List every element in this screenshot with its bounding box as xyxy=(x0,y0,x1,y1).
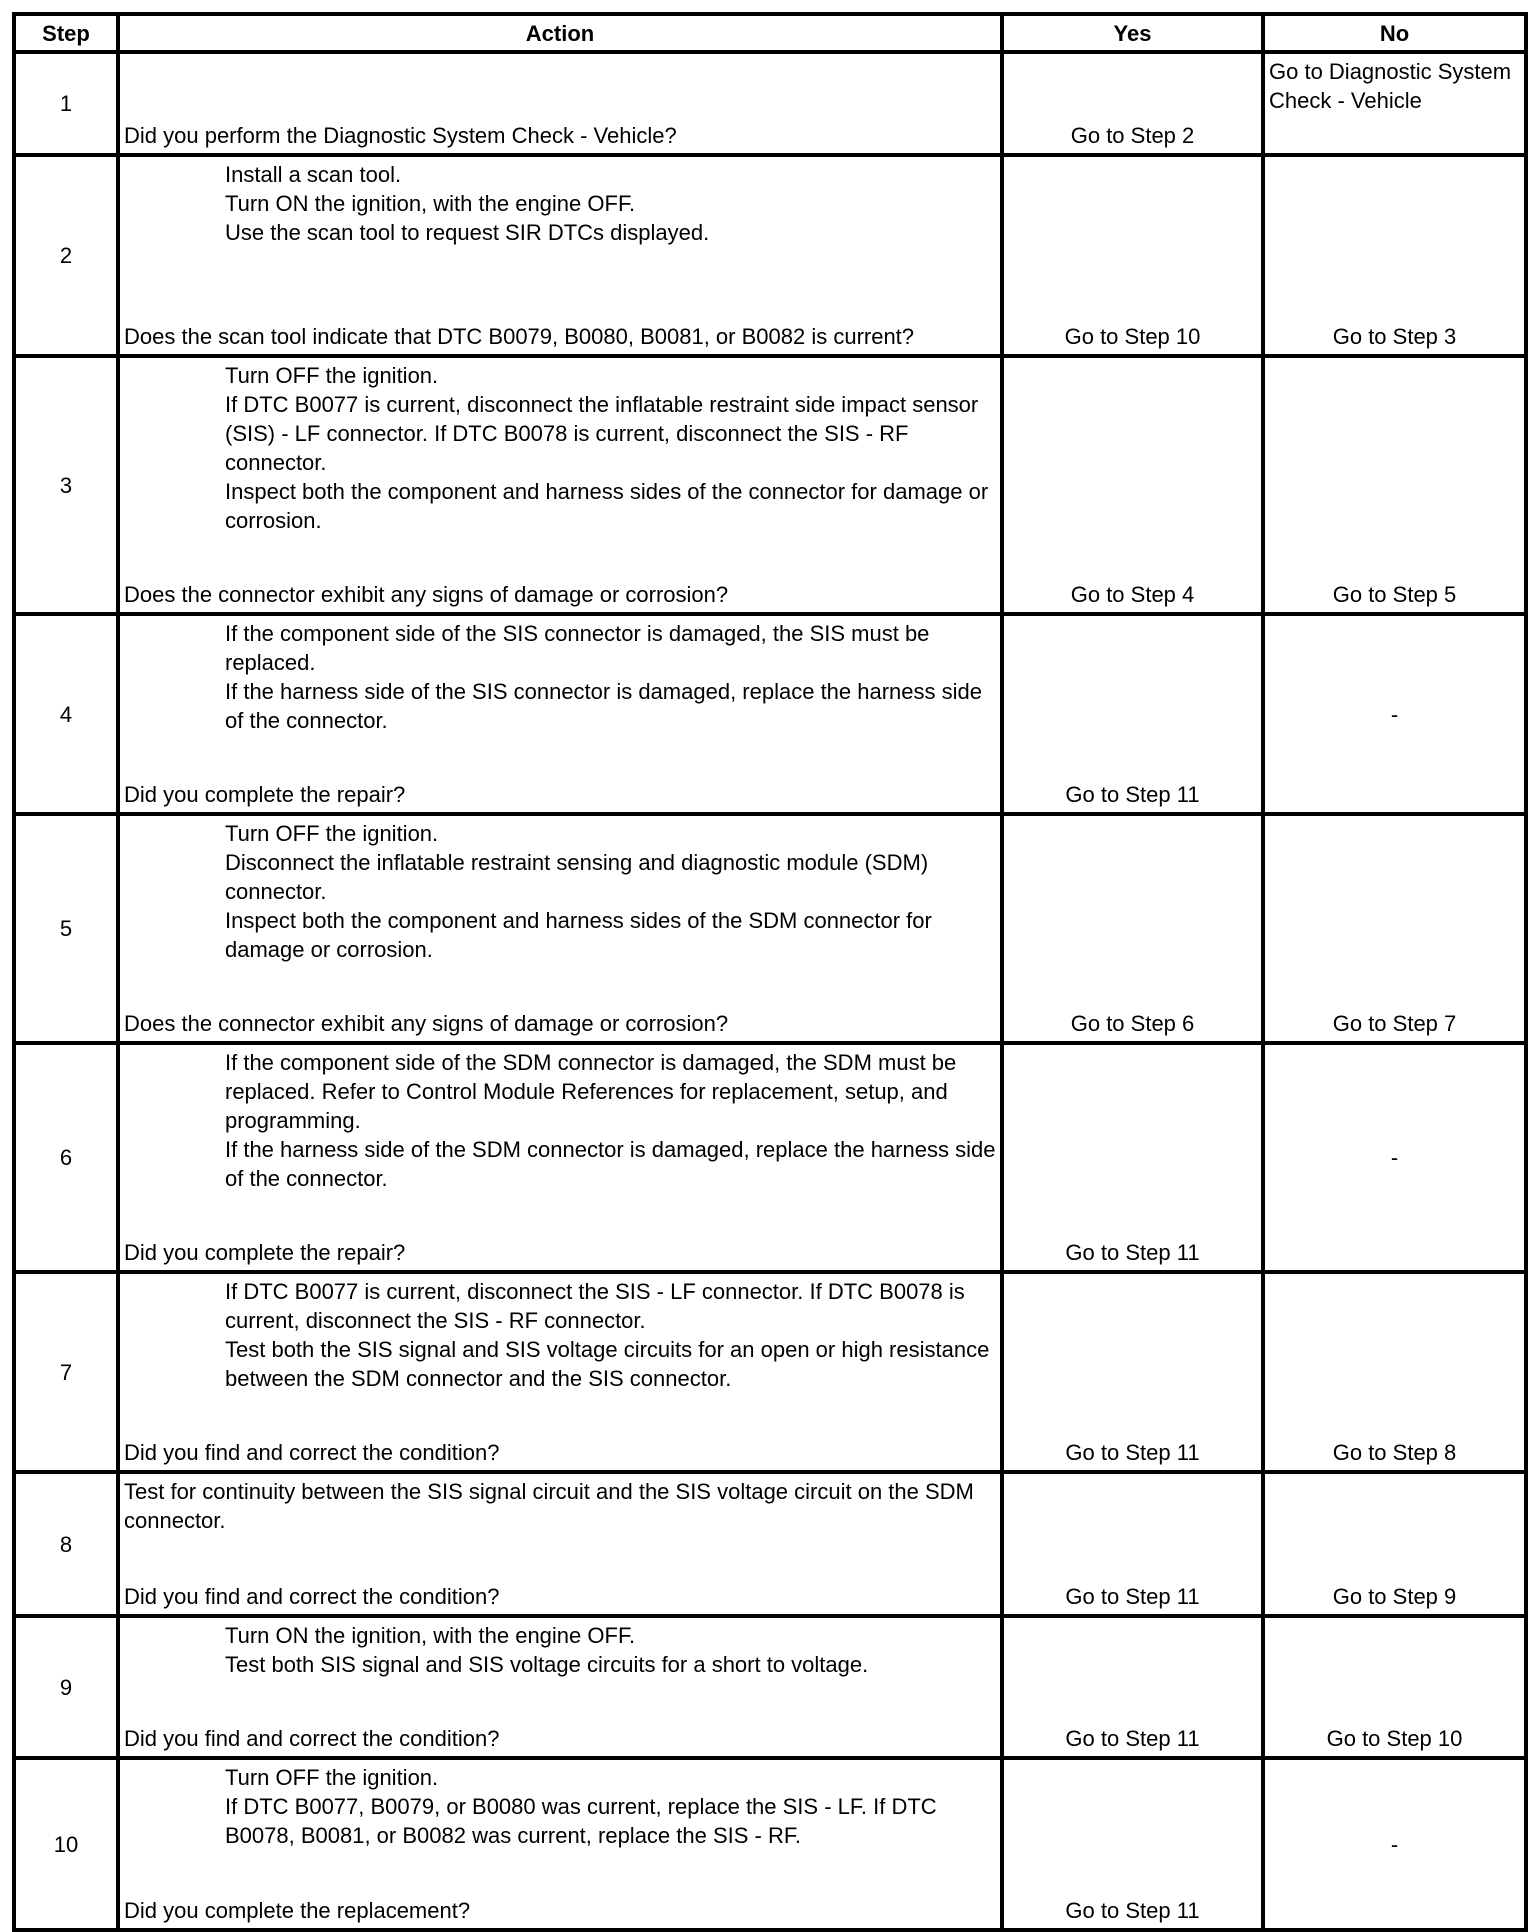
table-row xyxy=(14,614,1526,814)
yes-result: Go to Step 11 xyxy=(1002,1758,1263,1930)
action-cell xyxy=(118,1758,1002,1930)
action-instruction: Test both the SIS signal and SIS voltage circuits for an open or high resistance between the SDM connector and the SIS connector. xyxy=(225,1337,990,1391)
action-instruction: Install a scan tool. xyxy=(225,162,402,187)
action-question: Does the connector exhibit any signs of damage or corrosion? xyxy=(124,1011,729,1036)
step-number: 7 xyxy=(14,1272,118,1472)
action-instruction: Inspect both the component and harness sides of the SDM connector for damage or corrosion. xyxy=(225,908,932,962)
action-instruction: If the harness side of the SDM connector is damaged, replace the harness side of the connector. xyxy=(225,1137,996,1191)
step-number: 3 xyxy=(14,356,118,614)
step-number: 6 xyxy=(14,1043,118,1272)
yes-result: Go to Step 6 xyxy=(1002,814,1263,1043)
step-number: 9 xyxy=(14,1616,118,1758)
action-cell xyxy=(118,1043,1002,1272)
table-row xyxy=(14,1616,1526,1758)
action-instruction: If the harness side of the SIS connector is damaged, replace the harness side of the connector. xyxy=(225,679,983,733)
no-result: Go to Step 8 xyxy=(1263,1272,1526,1472)
no-result: Go to Step 7 xyxy=(1263,814,1526,1043)
yes-result: Go to Step 11 xyxy=(1002,1272,1263,1472)
action-instruction: Turn ON the ignition, with the engine OFF. xyxy=(225,1623,636,1648)
action-instruction: Turn ON the ignition, with the engine OFF. xyxy=(225,191,636,216)
action-instruction: Disconnect the inflatable restraint sensing and diagnostic module (SDM) connector. xyxy=(225,850,929,904)
action-question: Does the connector exhibit any signs of damage or corrosion? xyxy=(124,582,729,607)
action-question: Did you find and correct the condition? xyxy=(124,1726,500,1751)
action-cell xyxy=(118,1472,1002,1616)
step-number: 10 xyxy=(14,1758,118,1930)
action-instruction: If DTC B0077 is current, disconnect the inflatable restraint side impact sensor (SIS) - LF connector. If DTC B0078 is current, disconnect the SIS - RF connector. xyxy=(225,392,979,475)
header-row xyxy=(14,14,1526,52)
action-instruction: Turn OFF the ignition. xyxy=(225,363,439,388)
header-step: Step xyxy=(14,14,118,52)
step-number: 4 xyxy=(14,614,118,814)
table-row xyxy=(14,1272,1526,1472)
table-row xyxy=(14,1043,1526,1272)
header-yes: Yes xyxy=(1002,14,1263,52)
action-instruction: If DTC B0077 is current, disconnect the SIS - LF connector. If DTC B0078 is current, disconnect the SIS - RF connector. xyxy=(225,1279,965,1333)
yes-result: Go to Step 4 xyxy=(1002,356,1263,614)
action-cell xyxy=(118,614,1002,814)
table-row xyxy=(14,1472,1526,1616)
action-cell xyxy=(118,814,1002,1043)
action-cell xyxy=(118,1616,1002,1758)
action-question: Did you complete the replacement? xyxy=(124,1898,471,1923)
action-cell xyxy=(118,1272,1002,1472)
action-instruction: If the component side of the SIS connector is damaged, the SIS must be replaced. xyxy=(225,621,930,675)
action-question: Did you complete the repair? xyxy=(124,1240,406,1265)
action-instruction: Turn OFF the ignition. xyxy=(225,821,439,846)
action-instruction: Inspect both the component and harness sides of the connector for damage or corrosion. xyxy=(225,479,989,533)
no-result: Go to Diagnostic System Check - Vehicle xyxy=(1263,52,1526,155)
table-row xyxy=(14,1758,1526,1930)
header-action: Action xyxy=(118,14,1002,52)
no-result: - xyxy=(1263,1758,1526,1930)
action-instruction: Turn OFF the ignition. xyxy=(225,1765,439,1790)
no-result: Go to Step 10 xyxy=(1263,1616,1526,1758)
yes-result: Go to Step 2 xyxy=(1002,52,1263,155)
action-instruction: Test both SIS signal and SIS voltage circuits for a short to voltage. xyxy=(225,1652,869,1677)
yes-result: Go to Step 11 xyxy=(1002,1472,1263,1616)
action-cell xyxy=(118,52,1002,155)
action-question: Does the scan tool indicate that DTC B0079, B0080, B0081, or B0082 is current? xyxy=(124,324,915,349)
no-result: Go to Step 9 xyxy=(1263,1472,1526,1616)
action-question: Did you complete the repair? xyxy=(124,782,406,807)
yes-result: Go to Step 11 xyxy=(1002,1043,1263,1272)
action-cell xyxy=(118,155,1002,356)
action-question: Did you find and correct the condition? xyxy=(124,1584,500,1609)
no-result: - xyxy=(1263,614,1526,814)
yes-result: Go to Step 11 xyxy=(1002,614,1263,814)
action-question: Did you perform the Diagnostic System Check - Vehicle? xyxy=(124,123,677,148)
step-number: 2 xyxy=(14,155,118,356)
step-number: 8 xyxy=(14,1472,118,1616)
yes-result: Go to Step 10 xyxy=(1002,155,1263,356)
table-row xyxy=(14,814,1526,1043)
header-no: No xyxy=(1263,14,1526,52)
action-instruction: Use the scan tool to request SIR DTCs displayed. xyxy=(225,220,710,245)
action-instruction: Test for continuity between the SIS signal circuit and the SIS voltage circuit on the SDM connector. xyxy=(124,1479,974,1533)
no-result: Go to Step 5 xyxy=(1263,356,1526,614)
table-row xyxy=(14,52,1526,155)
yes-result: Go to Step 11 xyxy=(1002,1616,1263,1758)
action-cell xyxy=(118,356,1002,614)
action-question: Did you find and correct the condition? xyxy=(124,1440,500,1465)
no-result: Go to Step 3 xyxy=(1263,155,1526,356)
table-row xyxy=(14,155,1526,356)
diagnostic-table xyxy=(12,12,1528,1932)
action-instruction: If the component side of the SDM connector is damaged, the SDM must be replaced. Refer to Control Module References for replacement, setup, and programming. xyxy=(225,1050,957,1133)
step-number: 1 xyxy=(14,52,118,155)
action-instruction: If DTC B0077, B0079, or B0080 was current, replace the SIS - LF. If DTC B0078, B0081, or B0082 was current, replace the SIS - RF. xyxy=(225,1794,937,1848)
no-result: - xyxy=(1263,1043,1526,1272)
table-row xyxy=(14,356,1526,614)
step-number: 5 xyxy=(14,814,118,1043)
